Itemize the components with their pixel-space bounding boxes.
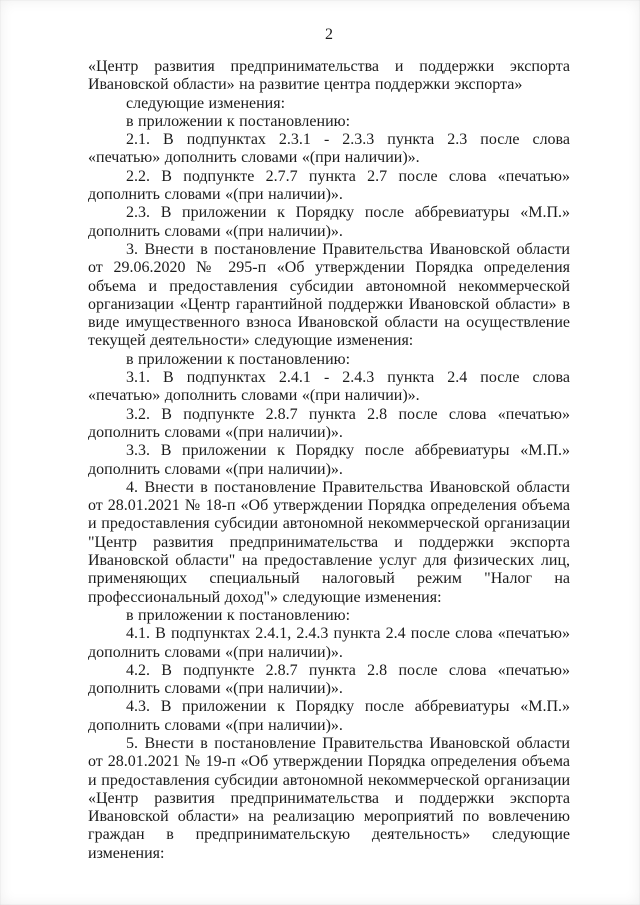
paragraph: 4. Внести в постановление Правительства Ивановской области от 28.01.2021 № 18-п «Об утверждении Порядка определения объема и предоставления субсидии автономной некоммерческой организации "Центр развития предпринимательства и поддержки экспорта Ивановской области" на предоставление услуг для физических лиц, применяющих специальный налоговый режим "Налог на профессиональный доход"» следующие изменения: xyxy=(88,478,570,606)
paragraph: 3. Внести в постановление Правительства Ивановской области от 29.06.2020 № 295-п «Об утверждении Порядка определения объема и предоставления субсидии автономной некоммерческой организации «Центр гарантийной поддержки Ивановской области» в виде имущественного взноса Ивановской области на осуществление текущей деятельности» следующие изменения: xyxy=(88,240,570,350)
paragraph: 2.2. В подпункте 2.7.7 пункта 2.7 после слова «печатью» дополнить словами «(при наличии)». xyxy=(88,167,570,204)
paragraph: в приложении к постановлению: xyxy=(126,350,351,368)
paragraph: 4.2. В подпункте 2.8.7 пункта 2.8 после слова «печатью» дополнить словами «(при наличии)». xyxy=(88,661,570,698)
paragraph: 3.3. В приложении к Порядку после аббревиатуры «М.П.» дополнить словами «(при наличии)». xyxy=(88,442,570,478)
paragraph: «Центр развития предпринимательства и поддержки экспорта Ивановской области» на развитие центра поддержки экспорта» xyxy=(88,58,570,94)
paragraph: 3.1. В подпунктах 2.4.1 - 2.4.3 пункта 2.4 после слова «печатью» дополнить словами «(при наличии)». xyxy=(88,369,570,405)
paragraph: 2.1. В подпунктах 2.3.1 - 2.3.3 пункта 2.3 после слова «печатью» дополнить словами «(при наличии)». xyxy=(88,131,570,167)
paragraph: следующие изменения: xyxy=(126,94,286,112)
page-number: 2 xyxy=(325,26,333,43)
paragraph: в приложении к постановлению: xyxy=(126,112,351,130)
paragraph: 3.2. В подпункте 2.8.7 пункта 2.8 после слова «печатью» дополнить словами «(при наличии)». xyxy=(88,405,570,441)
paragraph: 4.3. В приложении к Порядку после аббревиатуры «М.П.» дополнить словами «(при наличии)». xyxy=(88,698,570,734)
paragraph: в приложении к постановлению: xyxy=(126,606,351,624)
document-body xyxy=(88,58,570,863)
paragraph: 2.3. В приложении к Порядку после аббревиатуры «М.П.» дополнить словами «(при наличии)». xyxy=(88,204,570,240)
paragraph: 4.1. В подпунктах 2.4.1, 2.4.3 пункта 2.4 после слова «печатью» дополнить словами «(при наличии)». xyxy=(88,625,570,661)
paragraph: 5. Внести в постановление Правительства Ивановской области от 28.01.2021 № 19-п «Об утверждении Порядка определения объема и предоставления субсидии автономной некоммерческой организации «Центр развития предпринимательства и поддержки экспорта Ивановской области» на реализацию мероприятий по вовлечению граждан в предпринимательскую деятельность» следующие изменения: xyxy=(88,734,570,862)
